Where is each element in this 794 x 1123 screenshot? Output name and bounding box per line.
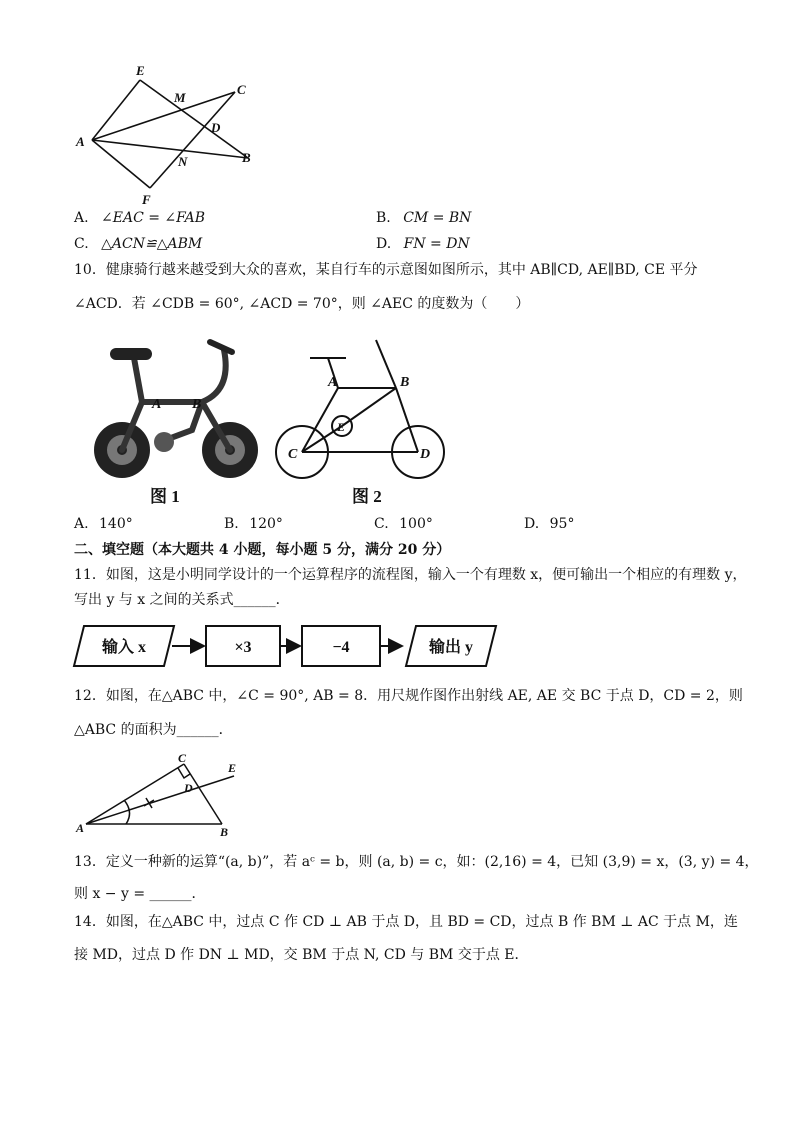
q10-option-a[interactable] bbox=[74, 516, 133, 532]
q9-option-b-text: CM = BN bbox=[403, 210, 472, 226]
q10-figure-2 bbox=[270, 330, 450, 505]
q10-fig2-label-c: C bbox=[288, 447, 298, 462]
q10-option-b-letter: B. bbox=[224, 516, 239, 532]
q14-line1: 14．如图，在△ABC 中，过点 C 作 CD ⊥ AB 于点 D，且 BD = CD，过点 B 作 BM ⊥ AC 于点 M，连 bbox=[74, 914, 738, 930]
q10-line2: ∠ACD．若 ∠CDB = 60°, ∠ACD = 70°，则 ∠AEC 的度数为（ ） bbox=[74, 296, 530, 312]
q9-option-a-text: ∠EAC = ∠FAB bbox=[101, 210, 206, 226]
q9-option-d-letter: D. bbox=[376, 236, 392, 252]
q11-flow-input: 输入 x bbox=[101, 639, 147, 656]
q10-option-a-letter: A. bbox=[74, 516, 89, 532]
q9-label-m: M bbox=[174, 90, 186, 105]
q14-line2: 接 MD，过点 D 作 DN ⊥ MD，交 BM 于点 N, CD 与 BM 交于点 E． bbox=[74, 947, 529, 963]
q10-option-c-text: 100° bbox=[399, 516, 433, 532]
q12-label-a: A bbox=[76, 821, 85, 835]
q9-label-e: E bbox=[136, 63, 145, 78]
q10-fig2-label-d: D bbox=[420, 447, 431, 462]
section-heading: 二、填空题（本大题共 4 小题，每小题 5 分，满分 20 分） bbox=[74, 542, 451, 558]
q9-label-c: C bbox=[237, 82, 246, 97]
q12-label-c: C bbox=[178, 752, 187, 765]
q11-line2: 写出 y 与 x 之间的关系式______． bbox=[74, 592, 290, 608]
q9-segment-ab bbox=[92, 140, 248, 158]
q9-label-d: D bbox=[211, 120, 221, 135]
q10-option-c[interactable] bbox=[374, 516, 433, 532]
q9-option-c-text: △ACN≌△ABM bbox=[101, 236, 203, 252]
q12-ray-ae bbox=[86, 776, 234, 824]
q10-option-c-letter: C. bbox=[374, 516, 389, 532]
q10-fig1-label-a: A bbox=[152, 397, 162, 412]
q9-segment-ae bbox=[92, 80, 140, 140]
q10-option-a-text: 140° bbox=[99, 516, 133, 532]
q9-figure bbox=[70, 62, 270, 212]
q12-segment-ac bbox=[86, 764, 184, 824]
q10-fig1-label-b: B bbox=[192, 397, 202, 412]
q13-line1: 13．定义一种新的运算“(a, b)”，若 aᶜ = b，则 (a, b) = c，如：(2,16) = 4，已知 (3,9) = x，(3, y) = 4， bbox=[74, 854, 759, 870]
q9-option-d[interactable] bbox=[376, 236, 470, 252]
q11-flow-output: 输出 y bbox=[428, 639, 474, 656]
q10-fig2-label-a: A bbox=[328, 375, 338, 390]
q9-label-a: A bbox=[76, 134, 85, 149]
bicycle-icon bbox=[94, 342, 258, 478]
q12-line2: △ABC 的面积为______． bbox=[74, 722, 233, 738]
q10-fig2-label-b: B bbox=[400, 375, 410, 390]
q12-label-e: E bbox=[228, 761, 237, 775]
q9-option-a[interactable] bbox=[74, 210, 205, 226]
q10-option-d[interactable] bbox=[524, 516, 574, 532]
q11-flow-times: ×3 bbox=[234, 639, 252, 656]
q12-label-d: D bbox=[184, 781, 193, 795]
q9-label-n: N bbox=[178, 154, 188, 169]
q9-option-b-letter: B. bbox=[376, 210, 391, 226]
q10-fig1-caption: 图 1 bbox=[150, 487, 180, 505]
q9-segment-af bbox=[92, 140, 150, 188]
q11-flowchart bbox=[72, 622, 502, 672]
q10-fig2-caption: 图 2 bbox=[352, 487, 382, 505]
q10-option-b[interactable] bbox=[224, 516, 283, 532]
q9-option-b[interactable] bbox=[376, 210, 471, 226]
q9-option-c-letter: C. bbox=[74, 236, 89, 252]
q10-figure-1 bbox=[82, 330, 262, 505]
q11-flow-minus: −4 bbox=[332, 639, 350, 656]
q9-option-c[interactable] bbox=[74, 236, 202, 252]
q11-line1: 11．如图，这是小明同学设计的一个运算程序的流程图，输入一个有理数 x，便可输出一个相应的有理数 y， bbox=[74, 567, 747, 583]
q10-line1: 10．健康骑行越来越受到大众的喜欢，某自行车的示意图如图所示，其中 AB∥CD, AE∥BD, CE 平分 bbox=[74, 262, 698, 278]
q12-label-b: B bbox=[220, 825, 229, 839]
q9-label-b: B bbox=[242, 150, 251, 165]
q12-line1: 12．如图，在△ABC 中，∠C = 90°, AB = 8．用尺规作图作出射线 AE, AE 交 BC 于点 D，CD = 2，则 bbox=[74, 688, 743, 704]
q10-fig2-label-e: E bbox=[337, 420, 346, 434]
q9-option-d-text: FN = DN bbox=[403, 236, 470, 252]
q12-figure bbox=[74, 752, 274, 842]
q10-option-d-text: 95° bbox=[549, 516, 575, 532]
q9-label-f: F bbox=[142, 192, 151, 207]
q10-option-b-text: 120° bbox=[249, 516, 283, 532]
q9-option-a-letter: A. bbox=[74, 210, 89, 226]
q13-line2: 则 x − y = ______． bbox=[74, 886, 206, 902]
q10-option-d-letter: D. bbox=[524, 516, 540, 532]
